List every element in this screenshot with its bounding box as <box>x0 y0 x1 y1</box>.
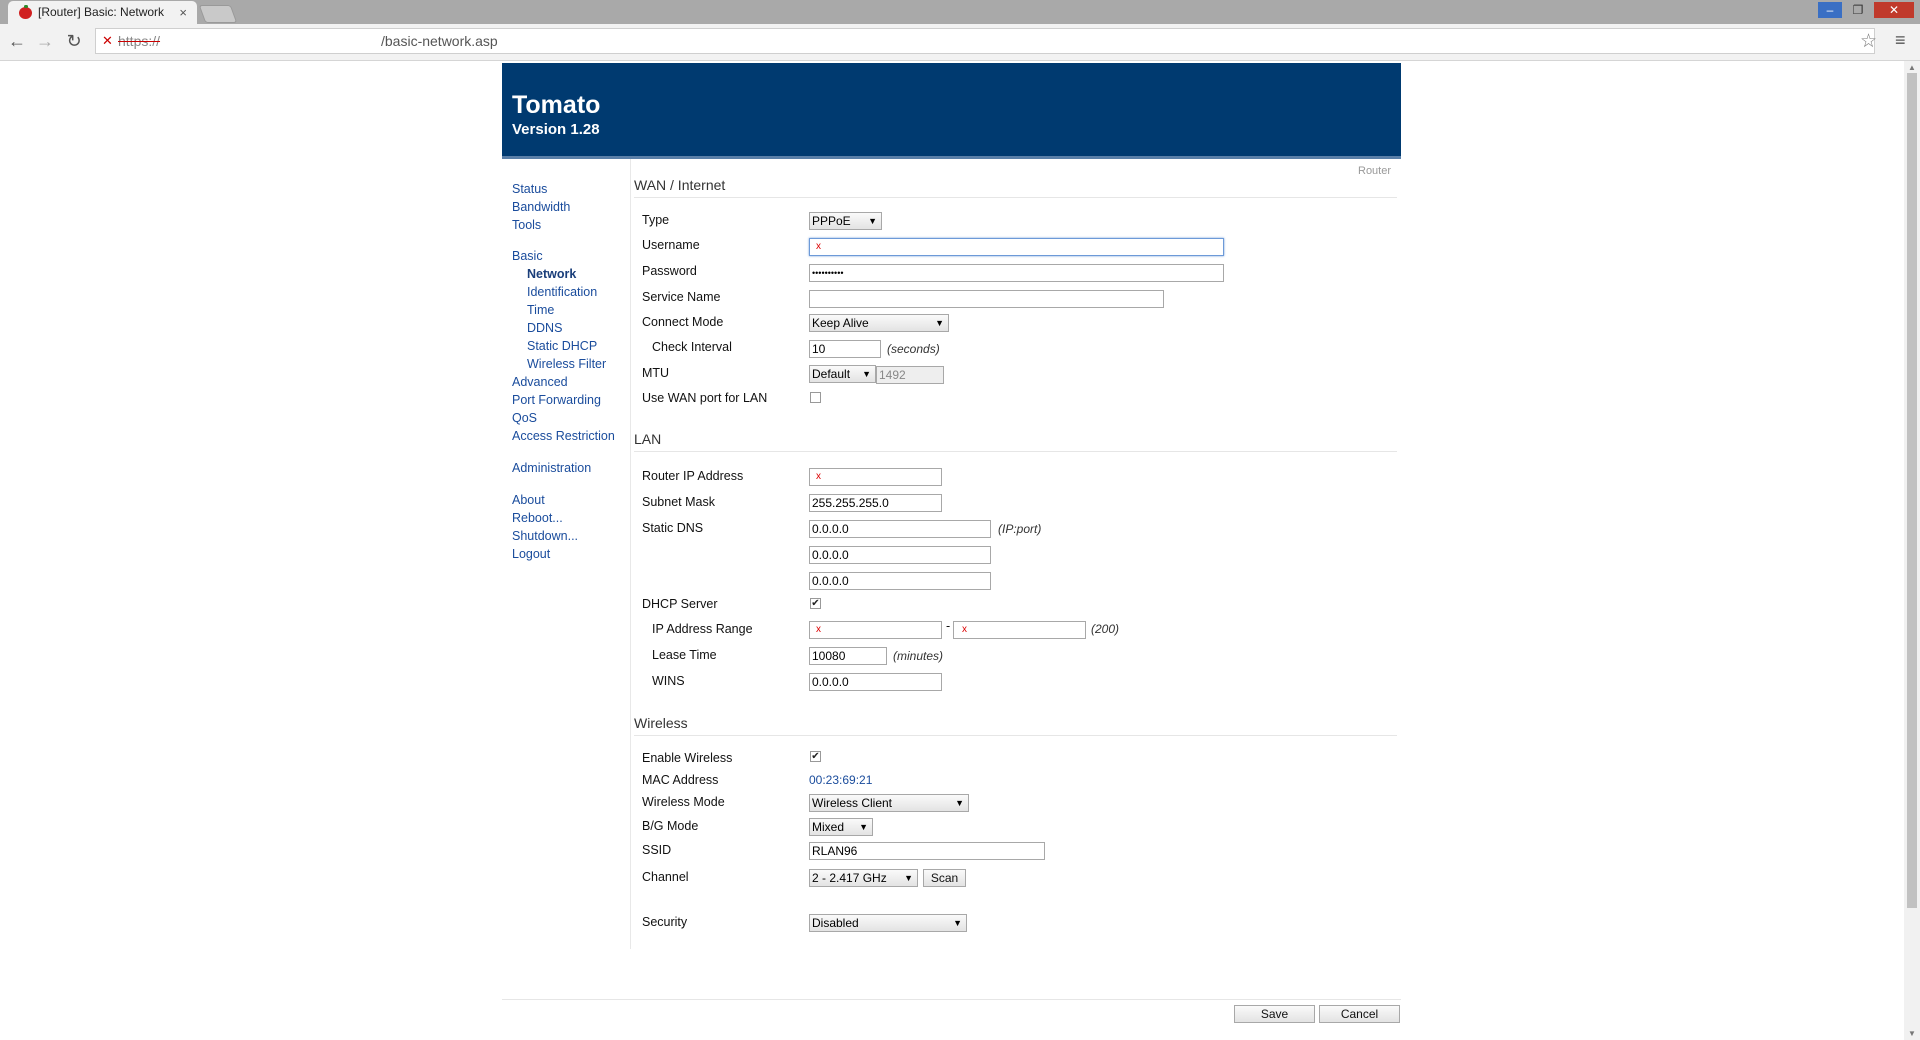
window-close-button[interactable]: ✕ <box>1874 2 1914 18</box>
nav-ddns[interactable]: DDNS <box>527 321 563 335</box>
mtu-mode-select[interactable] <box>809 365 876 383</box>
nav-static-dhcp[interactable]: Static DHCP <box>527 339 598 353</box>
static-dns-input-1[interactable]: 0.0.0.0 <box>809 520 991 538</box>
nav-qos[interactable]: QoS <box>512 411 538 425</box>
channel-value: 2 - 2.417 GHz <box>812 871 887 885</box>
router-name-label: Router <box>1358 165 1392 177</box>
forward-icon[interactable]: → <box>36 31 54 51</box>
ip-range-start-input[interactable] <box>809 621 942 639</box>
wan-type-value: PPPoE <box>812 214 851 228</box>
nav-shutdown[interactable]: Shutdown... <box>512 529 579 543</box>
chevron-down-icon: ▼ <box>955 798 964 808</box>
reload-icon[interactable]: ↻ <box>66 31 82 51</box>
nav-bandwidth[interactable]: Bandwidth <box>512 200 571 214</box>
check-interval-input[interactable]: 10 <box>809 340 881 358</box>
scan-button[interactable]: Scan <box>923 869 966 887</box>
nav-time[interactable]: Time <box>527 303 555 317</box>
wireless-mode-label: Wireless Mode <box>642 795 725 809</box>
browser-tab[interactable] <box>8 1 197 24</box>
check-interval-unit: (seconds) <box>887 342 940 356</box>
username-label: Username <box>642 238 700 252</box>
static-dns-hint: (IP:port) <box>998 522 1042 536</box>
chevron-down-icon: ▼ <box>904 873 913 883</box>
chevron-down-icon: ▼ <box>953 918 962 928</box>
scrollbar-thumb[interactable] <box>1907 73 1917 908</box>
browser-menu-icon[interactable]: ≡ <box>1895 30 1906 50</box>
service-name-label: Service Name <box>642 290 721 304</box>
window-maximize-button[interactable]: ❐ <box>1852 3 1864 17</box>
chevron-down-icon: ▼ <box>935 318 944 328</box>
username-value: x <box>816 241 821 252</box>
section-divider <box>634 451 1397 452</box>
ssid-input[interactable]: RLAN96 <box>809 842 1045 860</box>
nav-status[interactable]: Status <box>512 182 548 196</box>
scroll-down-icon[interactable]: ▼ <box>1908 1029 1916 1038</box>
nav-reboot[interactable]: Reboot... <box>512 511 563 525</box>
section-title-lan: LAN <box>634 431 662 447</box>
static-dns-input-2[interactable]: 0.0.0.0 <box>809 546 991 564</box>
chevron-down-icon: ▼ <box>862 369 871 379</box>
connect-mode-select[interactable] <box>809 314 949 332</box>
chevron-down-icon: ▼ <box>868 216 877 226</box>
service-name-input[interactable] <box>809 290 1164 308</box>
lease-time-unit: (minutes) <box>893 649 944 663</box>
ip-range-end-value: x <box>962 624 967 635</box>
section-divider <box>634 197 1397 198</box>
ip-range-start-value: x <box>816 624 821 635</box>
nav-network[interactable]: Network <box>527 267 577 281</box>
security-label: Security <box>642 915 688 929</box>
page-scrollbar[interactable] <box>1904 61 1920 1040</box>
nav-about[interactable]: About <box>512 493 545 507</box>
page-header <box>502 63 1401 159</box>
url-path: /basic-network.asp <box>381 33 498 49</box>
router-ip-value: x <box>816 471 821 482</box>
save-button[interactable]: Save <box>1234 1005 1315 1023</box>
nav-administration[interactable]: Administration <box>512 461 592 475</box>
bookmark-star-icon[interactable]: ☆ <box>1860 31 1878 52</box>
tab-close-icon[interactable]: × <box>179 5 187 20</box>
lease-time-label: Lease Time <box>652 648 717 662</box>
mtu-value-input[interactable]: 1492 <box>876 366 944 384</box>
not-secure-icon: ✕ <box>102 33 113 48</box>
mac-address-value: 00:23:69:21 <box>809 773 873 787</box>
ip-range-label: IP Address Range <box>652 622 753 636</box>
wan-type-select[interactable] <box>809 212 882 230</box>
static-dns-label: Static DNS <box>642 521 704 535</box>
browser-toolbar <box>0 24 1920 61</box>
nav-wireless-filter[interactable]: Wireless Filter <box>527 357 607 371</box>
version-label: Version 1.28 <box>512 121 600 138</box>
ssid-label: SSID <box>642 843 672 857</box>
nav-logout[interactable]: Logout <box>512 547 551 561</box>
router-page <box>502 63 1401 1040</box>
dhcp-server-label: DHCP Server <box>642 597 718 611</box>
wireless-mode-value: Wireless Client <box>812 796 893 810</box>
channel-select[interactable] <box>809 869 918 887</box>
mtu-mode-value: Default <box>812 367 851 381</box>
ip-range-count: (200) <box>1091 622 1120 636</box>
security-select[interactable] <box>809 914 967 932</box>
use-wan-port-checkbox[interactable] <box>810 392 821 403</box>
subnet-mask-label: Subnet Mask <box>642 495 715 509</box>
connect-mode-label: Connect Mode <box>642 315 724 329</box>
tomato-favicon-icon <box>19 7 32 19</box>
bg-mode-value: Mixed <box>812 820 845 834</box>
type-label: Type <box>642 213 670 227</box>
mtu-label: MTU <box>642 366 670 380</box>
window-minimize-button[interactable]: – <box>1818 2 1842 18</box>
router-ip-input[interactable] <box>809 468 942 486</box>
connect-mode-value: Keep Alive <box>812 316 869 330</box>
chevron-down-icon: ▼ <box>859 822 868 832</box>
password-input[interactable]: •••••••••• <box>809 264 1224 282</box>
footer-divider <box>502 999 1401 1000</box>
address-bar[interactable] <box>95 28 1878 54</box>
use-wan-port-label: Use WAN port for LAN <box>642 391 768 405</box>
static-dns-input-3[interactable]: 0.0.0.0 <box>809 572 991 590</box>
section-title-wireless: Wireless <box>634 715 688 731</box>
url-scheme: https:// <box>118 33 161 49</box>
enable-wireless-label: Enable Wireless <box>642 751 733 765</box>
nav-port-forwarding[interactable]: Port Forwarding <box>512 393 601 407</box>
nav-access-restriction[interactable]: Access Restriction <box>512 429 615 443</box>
bg-mode-label: B/G Mode <box>642 819 699 833</box>
cancel-button[interactable]: Cancel <box>1319 1005 1400 1023</box>
enable-wireless-checkbox[interactable]: ✔ <box>811 751 820 762</box>
bg-mode-select[interactable] <box>809 818 873 836</box>
router-ip-label: Router IP Address <box>642 469 744 483</box>
subnet-mask-input[interactable]: 255.255.255.0 <box>809 494 942 512</box>
section-divider <box>634 735 1397 736</box>
window-titlebar <box>0 0 1920 24</box>
nav-tools[interactable]: Tools <box>512 218 542 232</box>
nav-basic[interactable]: Basic <box>512 249 543 263</box>
back-icon[interactable]: ← <box>8 31 26 51</box>
tab-title: [Router] Basic: Network <box>38 5 165 19</box>
wins-label: WINS <box>652 674 685 688</box>
dhcp-server-checkbox[interactable]: ✔ <box>811 598 820 609</box>
nav-advanced[interactable]: Advanced <box>512 375 568 389</box>
username-input[interactable] <box>809 238 1224 256</box>
wins-input[interactable]: 0.0.0.0 <box>809 673 942 691</box>
mac-address-label: MAC Address <box>642 773 719 787</box>
lease-time-input[interactable]: 10080 <box>809 647 887 665</box>
check-interval-label: Check Interval <box>652 340 732 354</box>
nav-identification[interactable]: Identification <box>527 285 598 299</box>
new-tab-button[interactable] <box>199 5 238 23</box>
scroll-up-icon[interactable]: ▲ <box>1908 63 1916 72</box>
ip-range-end-input[interactable] <box>953 621 1086 639</box>
brand-title: Tomato <box>512 91 601 119</box>
ip-range-separator: - <box>946 619 951 633</box>
security-value: Disabled <box>812 916 859 930</box>
channel-label: Channel <box>642 870 689 884</box>
wireless-mode-select[interactable] <box>809 794 969 812</box>
section-title-wan: WAN / Internet <box>634 177 726 193</box>
password-label: Password <box>642 264 697 278</box>
